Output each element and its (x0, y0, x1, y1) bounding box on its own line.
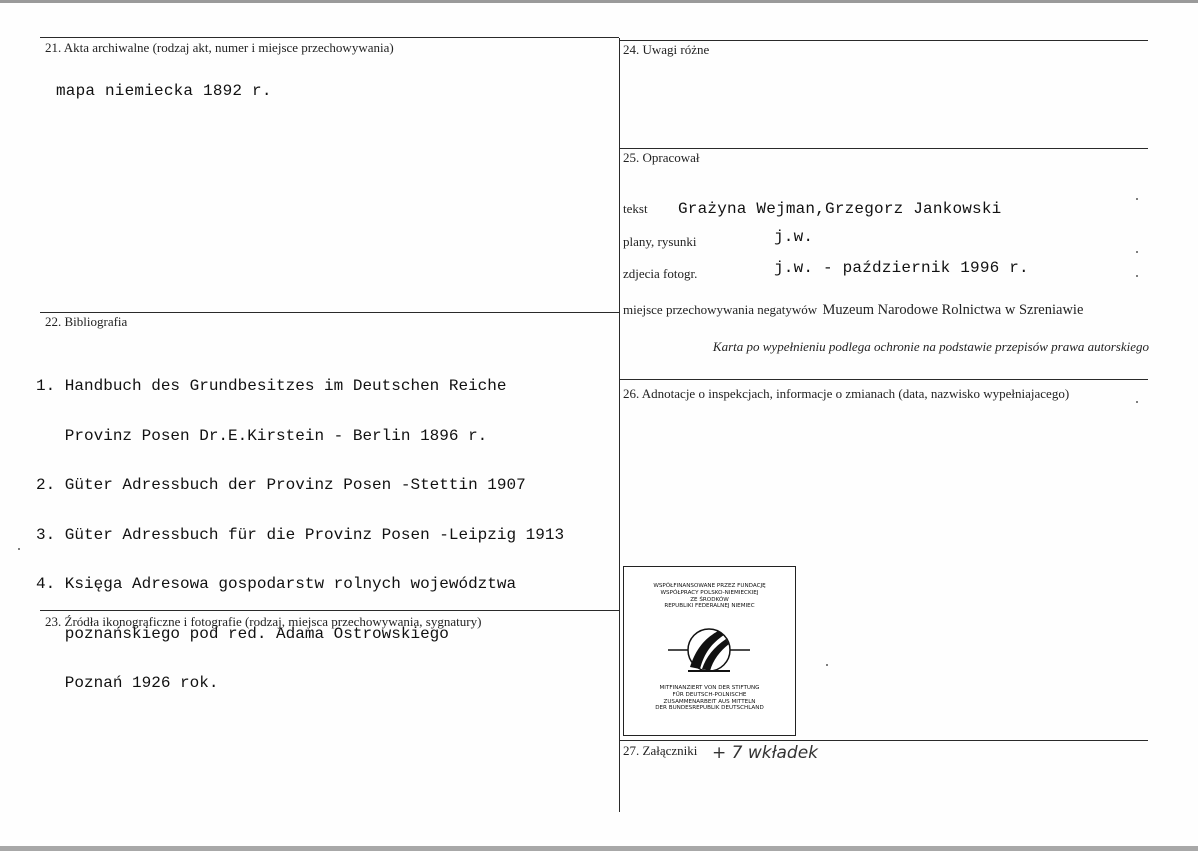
scan-speck (1136, 401, 1138, 403)
tekst-value: Grażyna Wejman,Grzegorz Jankowski (678, 200, 1002, 218)
scan-speck (1136, 251, 1138, 253)
negatives-label: miejsce przechowywania negatywów (623, 302, 818, 317)
scan-speck (1136, 198, 1138, 200)
negatives-location (623, 302, 1083, 319)
section-22-label: 22. Bibliografia (45, 314, 128, 329)
section-21-value: mapa niemiecka 1892 r. (56, 82, 272, 100)
stamp-bottom-text: MITFINANZIERT VON DER STIFTUNG FÜR DEUTSCH-POLNISCHE ZUSAMMENARBEIT AUS MITTELN DER BUNDESREPUBLIK DEUTSCHLAND (655, 685, 764, 712)
bibliography-list (36, 345, 564, 708)
bibliography-line: Provinz Posen Dr.E.Kirstein - Berlin 1896 r. (36, 426, 488, 445)
bibliography-line: 1. Handbuch des Grundbesitzes im Deutschen Reiche (36, 377, 507, 395)
foundation-stamp (623, 566, 796, 736)
section-23-label: 23. Źródła ikonograficzne i fotografie (rodzaj, miejsca przechowywania, sygnatury) (45, 614, 482, 629)
rule-24-top (620, 40, 1148, 41)
tekst-label: tekst (623, 201, 648, 216)
rule-22-top (40, 312, 619, 313)
zdjecia-value: j.w. - październik 1996 r. (774, 259, 1029, 277)
scan-speck (1136, 275, 1138, 277)
bibliography-line: Poznań 1926 rok. (36, 674, 219, 692)
bridge-arch-logo-icon (668, 619, 750, 681)
rule-26-top (620, 379, 1148, 380)
rule-21-top (40, 37, 619, 38)
section-26-label: 26. Adnotacje o inspekcjach, informacje o zmianach (data, nazwisko wypełniajacego) (623, 386, 1070, 401)
attachments-handwritten: + 7 wkładek (712, 743, 819, 763)
bibliography-line: 3. Güter Adressbuch für die Provinz Posen -Leipzig 1913 (36, 525, 565, 544)
scan-speck (826, 664, 828, 666)
bibliography-line: 2. Güter Adressbuch der Provinz Posen -Stettin 1907 (36, 476, 526, 494)
rule-27-top (620, 740, 1148, 741)
scan-top-edge (0, 0, 1198, 3)
plany-value: j.w. (774, 228, 814, 246)
bibliography-line: 4. Księga Adresowa gospodarstw rolnych województwa (36, 575, 517, 593)
column-divider (619, 38, 620, 812)
scan-speck (18, 548, 20, 550)
section-25-label: 25. Opracował (623, 150, 700, 165)
copyright-note: Karta po wypełnieniu podlega ochronie na podstawie przepisów prawa autorskiego (712, 339, 1149, 354)
zdjecia-label: zdjecia fotogr. (623, 266, 698, 281)
stamp-top-text: WSPÓŁFINANSOWANE PRZEZ FUNDACJĘ WSPÓŁPRACY POLSKO-NIEMIECKIEJ ZE ŚRODKÓW REPUBLIKI FEDERALNEJ NIEMIEC (653, 583, 766, 610)
bibliography-line: poznańskiego pod red. Adama Ostrowskiego (36, 624, 449, 643)
section-24-label: 24. Uwagi różne (623, 42, 710, 57)
negatives-value: Muzeum Narodowe Rolnictwa w Szreniawie (822, 302, 1084, 318)
rule-25-top (620, 148, 1148, 149)
plany-label: plany, rysunki (623, 234, 697, 249)
section-21-label: 21. Akta archiwalne (rodzaj akt, numer i miejsce przechowywania) (45, 40, 394, 55)
scan-bottom-edge (0, 846, 1198, 851)
section-27-label: 27. Załączniki (623, 743, 698, 758)
